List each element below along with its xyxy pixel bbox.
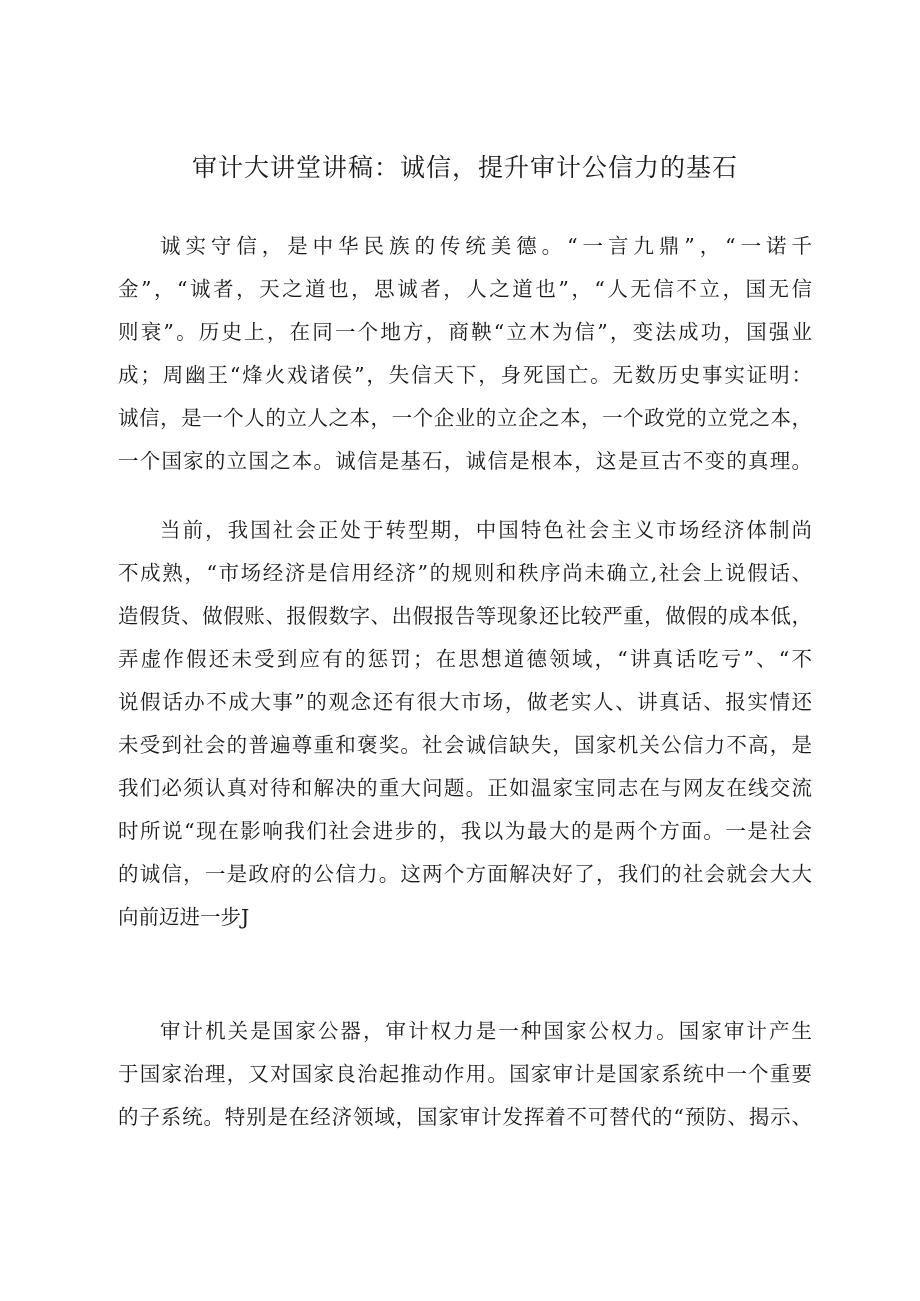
paragraph-line: 诚实守信，是中华民族的传统美德。“一言九鼎”，“一诺千 xyxy=(160,234,812,258)
paragraph-line: 未受到社会的普遍尊重和褒奖。社会诚信缺失，国家机关公信力不高，是 xyxy=(118,733,812,757)
paragraph-line: 向前迈进一步J xyxy=(118,905,250,929)
paragraph-1 xyxy=(118,225,812,483)
paragraph-line: 一个国家的立国之本。诚信是基石，诚信是根本，这是亘古不变的真理。 xyxy=(118,449,812,473)
paragraph-line: 我们必须认真对待和解决的重大问题。正如温家宝同志在与网友在线交流 xyxy=(118,776,812,800)
paragraph-line: 时所说“现在影响我们社会进步的，我以为最大的是两个方面。一是社会 xyxy=(118,819,812,843)
paragraph-2 xyxy=(118,509,812,939)
paragraph-line: 成；周幽王“烽火戏诸侯”，失信天下，身死国亡。无数历史事实证明： xyxy=(118,363,812,387)
paragraph-3 xyxy=(118,1010,812,1139)
paragraph-line: 于国家治理，又对国家良治起推动作用。国家审计是国家系统中一个重要 xyxy=(118,1062,812,1086)
paragraph-line: 诚信，是一个人的立人之本，一个企业的立企之本，一个政党的立党之本， xyxy=(118,406,812,430)
paragraph-line: 审计机关是国家公器，审计权力是一种国家公权力。国家审计产生 xyxy=(160,1019,812,1043)
paragraph-line: 的诚信，一是政府的公信力。这两个方面解决好了，我们的社会就会大大 xyxy=(118,862,812,886)
paragraph-line: 造假货、做假账、报假数字、出假报告等现象还比较严重，做假的成本低， xyxy=(118,604,812,628)
paragraph-line: 的子系统。特别是在经济领域，国家审计发挥着不可替代的“预防、揭示、 xyxy=(118,1105,812,1129)
paragraph-line: 弄虚作假还未受到应有的惩罚；在思想道德领域，“讲真话吃亏”、“不 xyxy=(118,647,812,671)
paragraph-line: 则衰”。历史上，在同一个地方，商鞅“立木为信”，变法成功，国强业 xyxy=(118,320,812,344)
paragraph-line: 当前，我国社会正处于转型期，中国特色社会主义市场经济体制尚 xyxy=(160,518,812,542)
paragraph-line: 金”，“诚者，天之道也，思诚者，人之道也”，“人无信不立，国无信 xyxy=(118,277,812,301)
paragraph-line: 不成熟，“市场经济是信用经济”的规则和秩序尚未确立,社会上说假话、 xyxy=(118,561,812,585)
document-title: 审计大讲堂讲稿：诚信，提升审计公信力的基石 xyxy=(191,153,738,182)
paragraph-line: 说假话办不成大事”的观念还有很大市场，做老实人、讲真话、报实情还 xyxy=(118,690,812,714)
